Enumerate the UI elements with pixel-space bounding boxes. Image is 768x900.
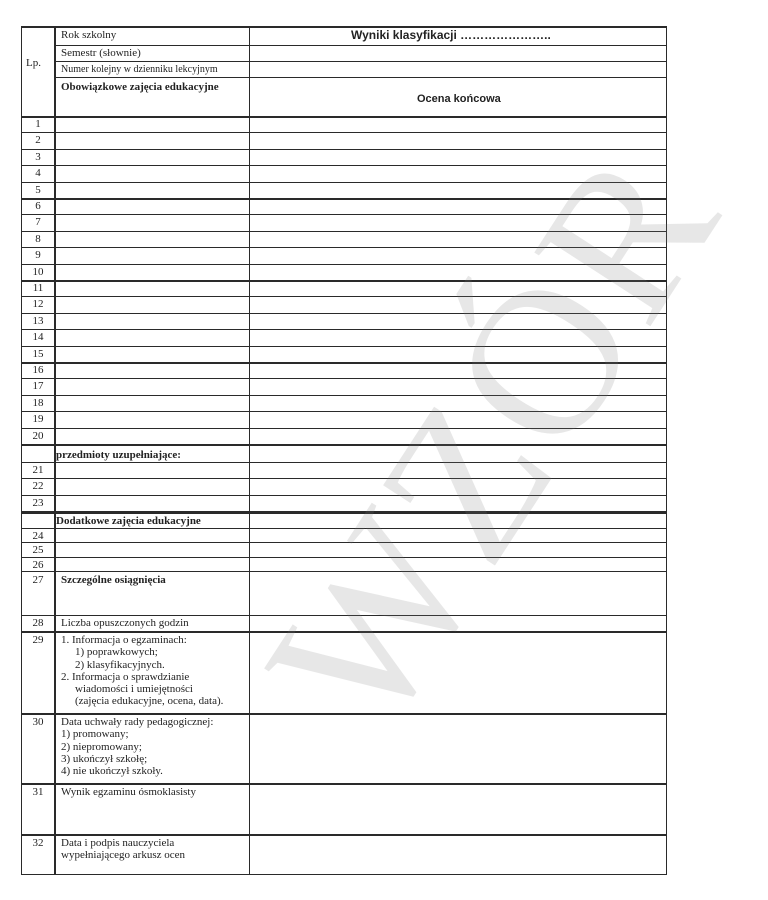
uchwala-line: Data uchwały rady pedagogicznej: [61, 716, 214, 728]
row-line [21, 512, 667, 514]
row-number: 1 [35, 118, 41, 130]
row-line [21, 571, 667, 572]
header-line-3 [54, 77, 667, 78]
row-number: 17 [32, 380, 44, 393]
row-line [21, 198, 667, 200]
semestr-label: Semestr (słownie) [61, 47, 141, 59]
numer-kolejny-label: Numer kolejny w dzienniku lekcyjnym [61, 64, 218, 75]
row-number: 23 [32, 496, 44, 509]
row-line [21, 165, 667, 166]
egzaminy-line: wiadomości i umiejętności [75, 683, 193, 696]
podpis-info [61, 837, 185, 862]
row-number: 11 [32, 282, 44, 294]
row-number: 10 [32, 265, 44, 278]
row-line [21, 280, 667, 282]
row-number: 31 [32, 786, 44, 798]
row-number: 32 [32, 837, 44, 849]
row-number: 13 [32, 314, 44, 327]
egzaminy-line: 1) poprawkowych; [75, 646, 158, 659]
uchwala-line: 3) ukończył szkołę; [61, 752, 148, 765]
wyniki-klasyfikacji-heading: Wyniki klasyfikacji ………………….. [351, 28, 551, 42]
rok-szkolny-label: Rok szkolny [61, 29, 117, 41]
row-line [21, 411, 667, 412]
row-line [21, 346, 667, 347]
dodatkowe-heading: Dodatkowe zajęcia edukacyjne [56, 515, 201, 527]
row-number: 5 [35, 183, 41, 196]
subject-column-divider [249, 26, 250, 875]
row-line [21, 528, 667, 529]
classification-sheet [21, 26, 667, 875]
liczba-godzin-label: Liczba opuszczonych godzin [61, 617, 189, 629]
uchwala-line: 2) niepromowany; [61, 740, 142, 753]
row-number: 7 [35, 216, 41, 229]
row-line [21, 444, 667, 446]
row-line [21, 247, 667, 248]
uchwala-info [61, 716, 213, 777]
row-line [21, 462, 667, 463]
row-line [21, 783, 667, 785]
header-bottom-line [21, 116, 667, 118]
row-number: 29 [32, 634, 44, 646]
row-line [21, 428, 667, 429]
row-line [21, 713, 667, 715]
row-line [21, 495, 667, 496]
row-line [21, 214, 667, 215]
row-number: 27 [32, 574, 44, 586]
row-number: 30 [32, 716, 44, 728]
row-line [21, 132, 667, 133]
egzamin-osmoklasisty-label: Wynik egzaminu ósmoklasisty [61, 786, 196, 798]
frame-top [21, 26, 667, 28]
row-number: 6 [35, 200, 41, 212]
row-line [21, 395, 667, 396]
ocena-koncowa-heading: Ocena końcowa [417, 93, 501, 105]
row-line [21, 264, 667, 265]
podpis-line: Data i podpis nauczyciela [61, 837, 175, 849]
egzaminy-line: 2. Informacja o sprawdzianie [61, 670, 190, 683]
row-number: 19 [32, 413, 44, 426]
row-number: 9 [35, 249, 41, 262]
wzor-watermark: WZÓR [223, 110, 764, 769]
row-line [21, 231, 667, 232]
row-line [21, 615, 667, 616]
row-number: 24 [32, 530, 44, 542]
uzupelniajace-heading: przedmioty uzupełniające: [56, 449, 181, 461]
uchwala-line: 1) promowany; [61, 728, 129, 741]
row-number: 15 [32, 347, 44, 360]
row-number: 2 [35, 134, 41, 147]
row-number: 12 [32, 298, 44, 311]
row-line [21, 557, 667, 558]
row-number: 28 [32, 617, 44, 629]
row-line [21, 542, 667, 543]
egzaminy-line: 1. Informacja o egzaminach: [61, 634, 187, 646]
egzaminy-line: 2) klasyfikacyjnych. [75, 658, 165, 671]
obowiazkowe-heading: Obowiązkowe zajęcia edukacyjne [61, 81, 219, 93]
row-line [21, 182, 667, 183]
row-number: 21 [32, 464, 44, 476]
egzaminy-info [61, 634, 223, 708]
row-number: 16 [32, 364, 44, 376]
row-line [21, 329, 667, 330]
lp-header: Lp. [26, 57, 41, 69]
row-line [21, 149, 667, 150]
row-number: 3 [35, 150, 41, 163]
frame-right [666, 26, 667, 875]
row-number: 4 [35, 167, 41, 180]
row-line [21, 478, 667, 479]
row-line [21, 834, 667, 836]
frame-bottom [21, 874, 667, 875]
szczegolne-osiagniecia-label: Szczególne osiągnięcia [61, 574, 166, 586]
row-number: 8 [35, 232, 41, 245]
row-line [21, 378, 667, 379]
header-line-1 [54, 45, 667, 46]
row-line [21, 362, 667, 364]
egzaminy-line: (zajęcia edukacyjne, ocena, data). [75, 695, 224, 708]
row-number: 26 [32, 558, 44, 571]
row-number: 18 [32, 396, 44, 409]
row-line [21, 313, 667, 314]
row-line [21, 631, 667, 633]
row-line [21, 296, 667, 297]
row-number: 14 [32, 331, 44, 344]
podpis-line: wypełniającego arkusz ocen [61, 849, 185, 862]
row-number: 22 [32, 480, 44, 493]
header-line-2 [54, 61, 667, 62]
row-number: 25 [32, 544, 44, 557]
uchwala-line: 4) nie ukończył szkoły. [61, 765, 163, 778]
row-number: 20 [32, 429, 44, 442]
